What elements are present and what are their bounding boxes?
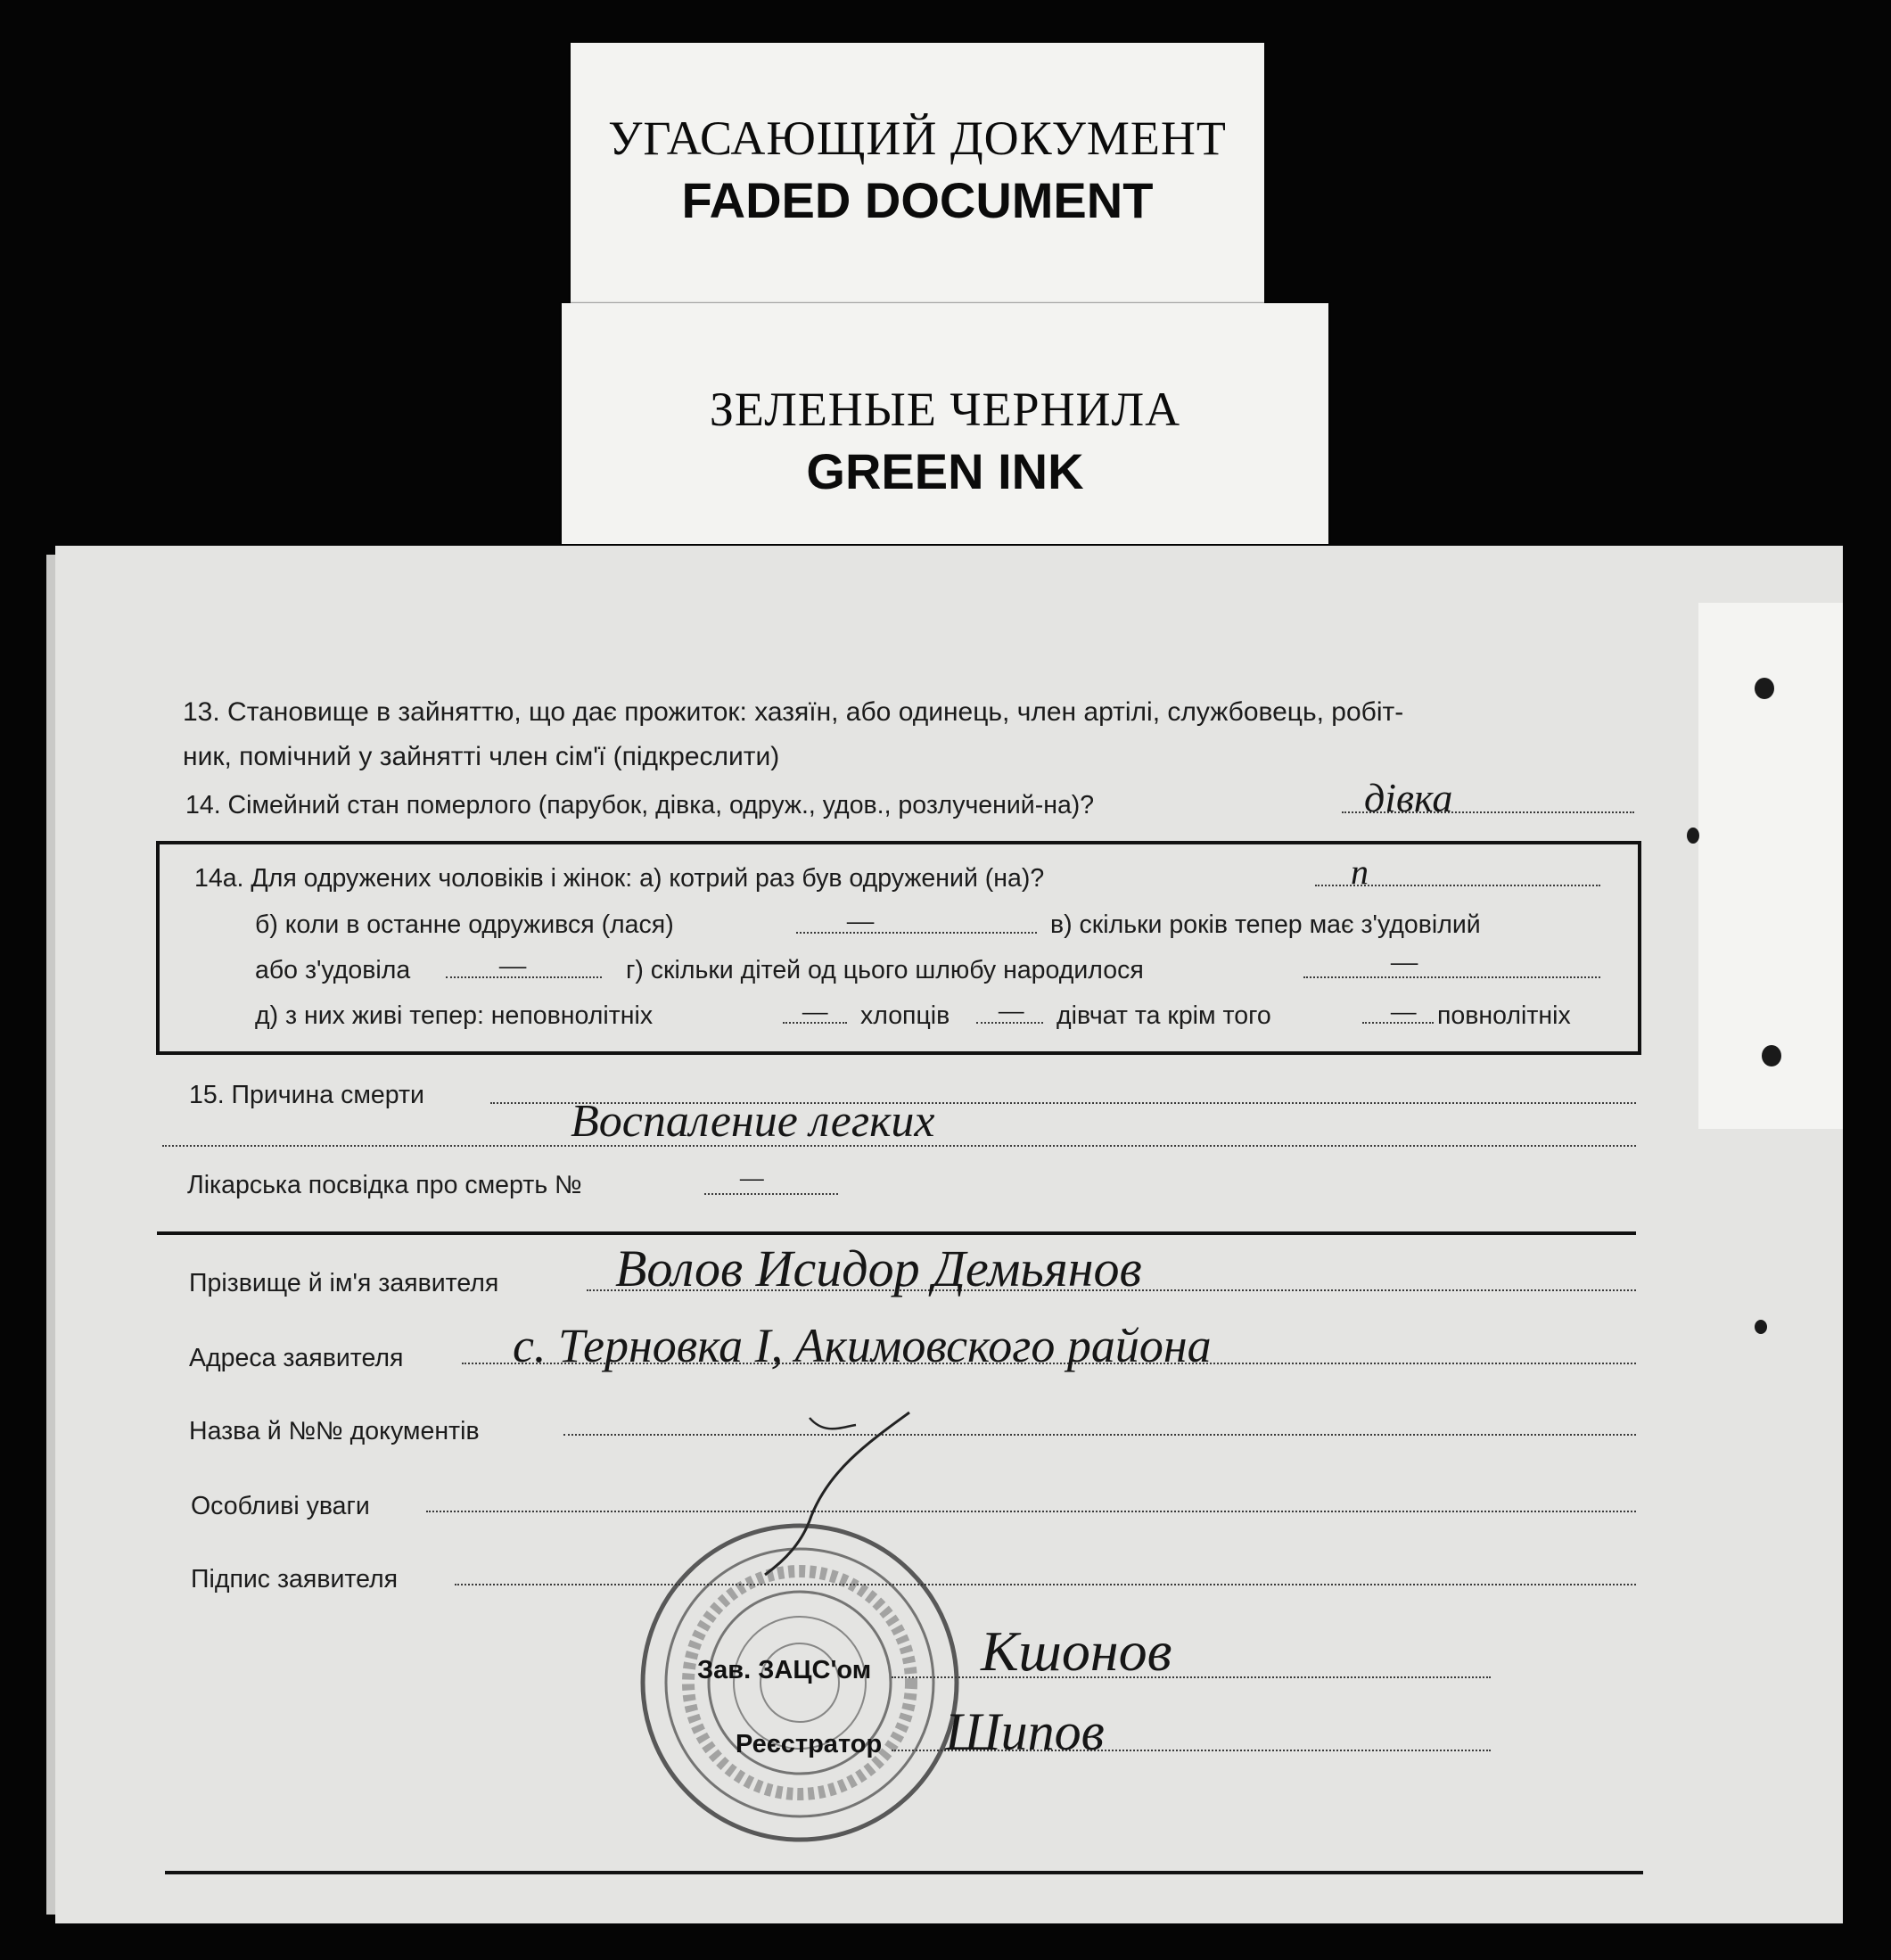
item-14a-dotted-line	[796, 932, 1037, 934]
remarks-label: Особливі уваги	[191, 1492, 370, 1520]
item-14a-line-4b: хлопців	[860, 1001, 950, 1030]
item-15-label: 15. Причина смерти	[189, 1081, 424, 1109]
item-13-line-2: ник, помічний у зайнятті член сім'ї (підкреслити)	[183, 742, 780, 771]
signature-dotted-line	[455, 1584, 1636, 1585]
item-14a-line-2-value: —	[847, 904, 875, 937]
registrar-label: Реєстратор	[736, 1730, 883, 1758]
punch-hole	[1762, 1045, 1781, 1066]
head-label: Зав. ЗАЦС'ом	[697, 1656, 872, 1684]
bottom-rule	[165, 1871, 1643, 1874]
applicant-address-label: Адреса заявителя	[189, 1344, 404, 1372]
faded-document-label	[571, 43, 1264, 319]
faded-label-russian: УГАСАЮЩИЙ ДОКУМЕНТ	[608, 111, 1227, 165]
faded-label-english: FADED DOCUMENT	[681, 172, 1154, 228]
item-14a-line-2a: б) коли в останне одружився (лася)	[255, 910, 674, 939]
item-14a-line-1-value: п	[1351, 852, 1369, 892]
registrar-signature: Шипов	[945, 1702, 1105, 1761]
item-14a-line-3a: або з'удовіла	[255, 956, 411, 984]
section-divider	[157, 1231, 1636, 1235]
item-14-label: 14. Сімейний стан померлого (парубок, дівка, одруж., удов., розлучений-на)?	[185, 791, 1095, 819]
punch-hole	[1687, 828, 1699, 844]
item-14a-line-1: 14а. Для одружених чоловіків і жінок: а) котрий раз був одружений (на)?	[194, 864, 1045, 893]
documents-label: Назва й №№ документів	[189, 1417, 480, 1445]
item-14a-line-2b: в) скільки років тепер має з'удовілий	[1050, 910, 1481, 939]
punch-hole	[1755, 1320, 1767, 1334]
item-14a-line-4-value-3: —	[1391, 994, 1417, 1026]
applicant-name-value: Волов Исидор Демьянов	[615, 1239, 1142, 1297]
item-14a-line-4d: повнолітніх	[1437, 1001, 1571, 1030]
medical-certificate-value: —	[740, 1163, 764, 1192]
item-14-value: дівка	[1364, 775, 1453, 820]
medical-certificate-label: Лікарська посвідка про смерть №	[187, 1171, 582, 1199]
remarks-dotted-line	[426, 1511, 1636, 1512]
punch-hole	[1755, 678, 1774, 699]
green-ink-label	[562, 303, 1328, 544]
item-15-value: Воспаление легких	[571, 1096, 935, 1147]
item-14a-line-4c: дівчат та крім того	[1056, 1001, 1271, 1030]
item-14a-dotted-line	[1303, 976, 1600, 978]
item-14a-line-3a-value: —	[499, 949, 527, 982]
item-14a-line-4a: д) з них живі тепер: неповнолітніх	[255, 1001, 654, 1030]
item-14a-line-3b: г) скільки дітей од цього шлюбу народилося	[626, 956, 1144, 984]
ink-label-russian: ЗЕЛЕНЫЕ ЧЕРНИЛА	[709, 383, 1181, 436]
item-13-line-1: 13. Становище в зайняттю, що дає прожиток: хазяїн, або одинець, член артілі, службовець, робіт-	[183, 697, 1404, 727]
ink-label-english: GREEN INK	[806, 443, 1084, 499]
applicant-name-label: Прізвище й ім'я заявителя	[189, 1269, 499, 1297]
item-14a-line-4-value-1: —	[802, 994, 828, 1026]
item-14a-line-4-value-2: —	[999, 993, 1024, 1025]
documents-dotted-line	[563, 1434, 1636, 1436]
signature-label: Підпис заявителя	[191, 1565, 399, 1594]
applicant-address-value: с. Терновка І, Акимовского района	[513, 1319, 1212, 1372]
medical-certificate-dotted-line	[704, 1193, 838, 1195]
item-14a-line-3b-value: —	[1391, 945, 1418, 978]
head-signature: Кшонов	[981, 1619, 1172, 1683]
